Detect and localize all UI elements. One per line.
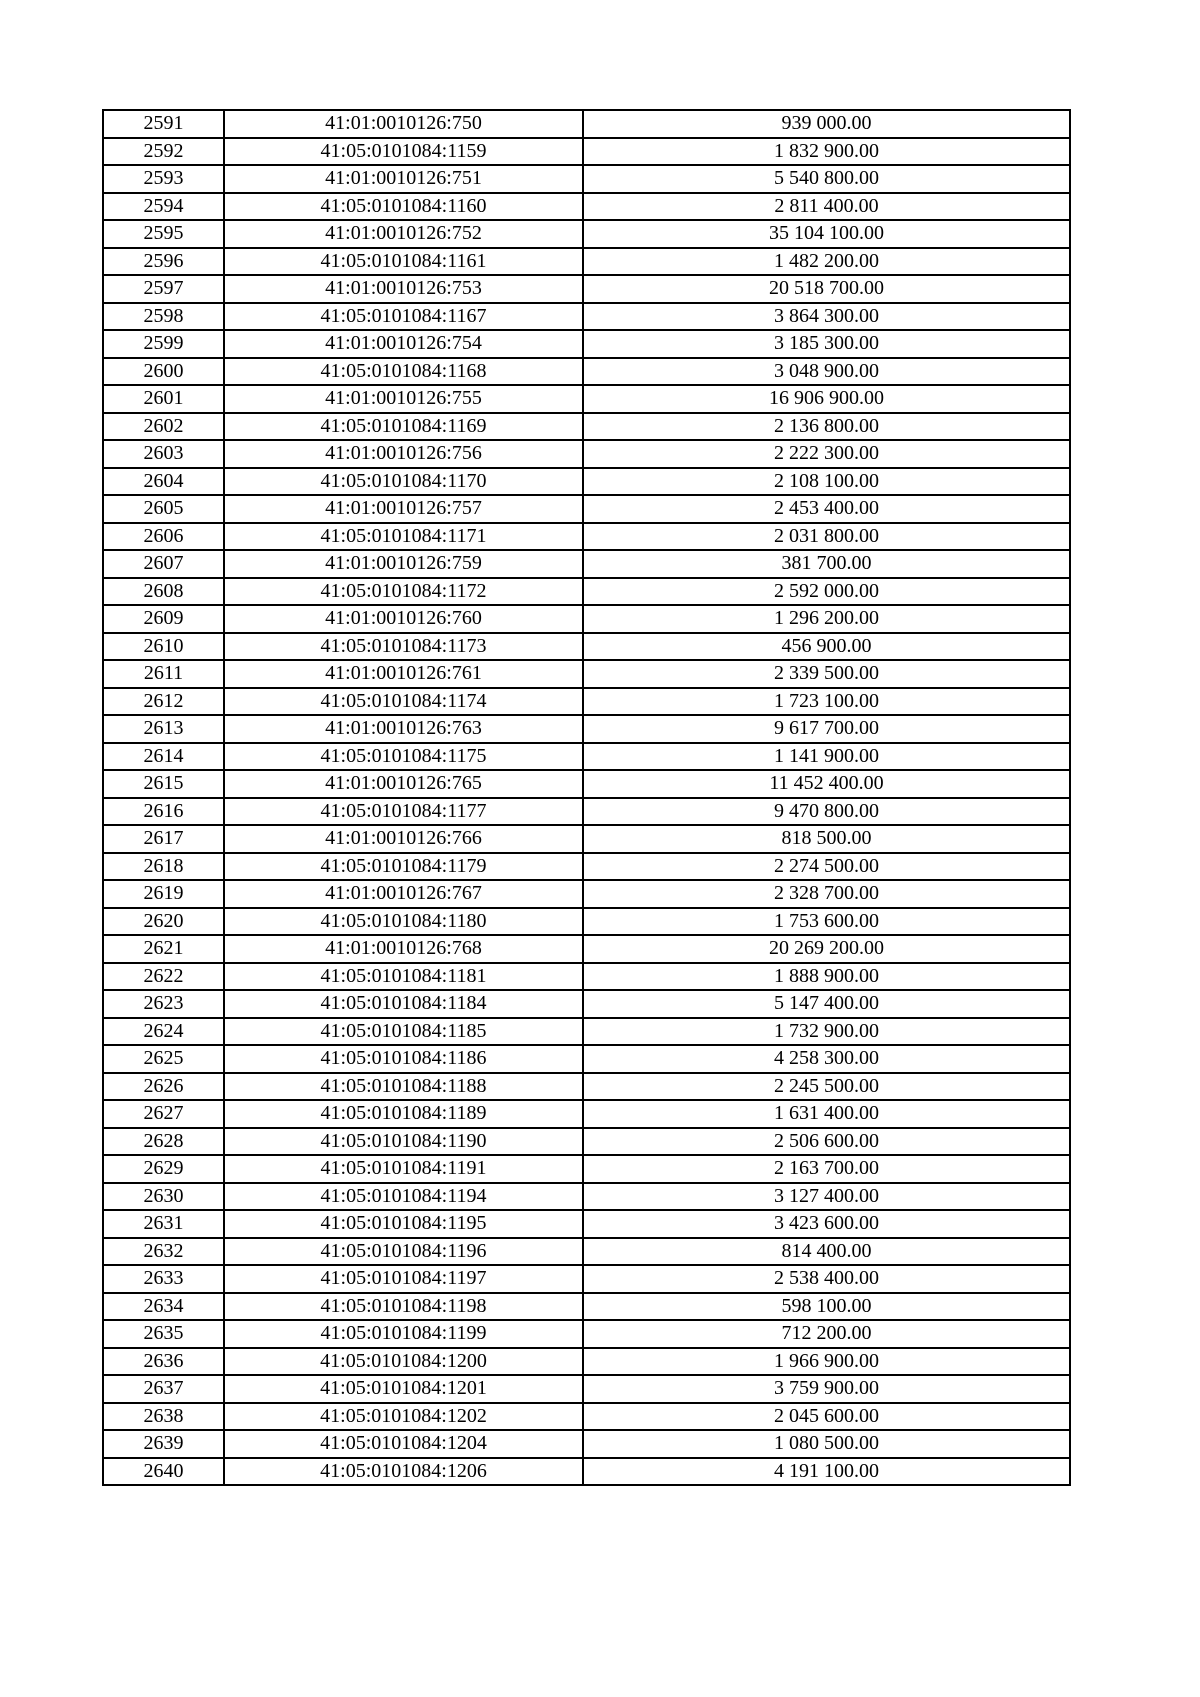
- cadastral-number-cell: 41:05:0101084:1186: [224, 1045, 583, 1073]
- cadastral-value-cell: 2 811 400.00: [583, 193, 1070, 221]
- cadastral-number-cell: 41:05:0101084:1188: [224, 1073, 583, 1101]
- table-row: [103, 688, 1070, 716]
- row-number-cell: 2591: [103, 110, 224, 138]
- row-number-cell: 2622: [103, 963, 224, 991]
- cadastral-value-cell: 5 540 800.00: [583, 165, 1070, 193]
- row-number-cell: 2611: [103, 660, 224, 688]
- cadastral-value-cell: 2 592 000.00: [583, 578, 1070, 606]
- table-row: [103, 495, 1070, 523]
- row-number-cell: 2594: [103, 193, 224, 221]
- row-number-cell: 2592: [103, 138, 224, 166]
- table-row: [103, 1458, 1070, 1486]
- cadastral-number-cell: 41:05:0101084:1196: [224, 1238, 583, 1266]
- cadastral-number-cell: 41:01:0010126:750: [224, 110, 583, 138]
- row-number-cell: 2632: [103, 1238, 224, 1266]
- row-number-cell: 2596: [103, 248, 224, 276]
- cadastral-value-cell: 1 723 100.00: [583, 688, 1070, 716]
- row-number-cell: 2601: [103, 385, 224, 413]
- cadastral-number-cell: 41:05:0101084:1206: [224, 1458, 583, 1486]
- cadastral-number-cell: 41:05:0101084:1202: [224, 1403, 583, 1431]
- row-number-cell: 2612: [103, 688, 224, 716]
- table-row: [103, 798, 1070, 826]
- row-number-cell: 2629: [103, 1155, 224, 1183]
- cadastral-number-cell: 41:01:0010126:767: [224, 880, 583, 908]
- row-number-cell: 2598: [103, 303, 224, 331]
- table-row: [103, 990, 1070, 1018]
- cadastral-number-cell: 41:05:0101084:1161: [224, 248, 583, 276]
- cadastral-value-cell: 2 045 600.00: [583, 1403, 1070, 1431]
- table-row: [103, 1293, 1070, 1321]
- cadastral-value-cell: 1 832 900.00: [583, 138, 1070, 166]
- cadastral-number-cell: 41:01:0010126:759: [224, 550, 583, 578]
- row-number-cell: 2613: [103, 715, 224, 743]
- table-row: [103, 1018, 1070, 1046]
- row-number-cell: 2621: [103, 935, 224, 963]
- cadastral-number-cell: 41:05:0101084:1169: [224, 413, 583, 441]
- cadastral-value-cell: 11 452 400.00: [583, 770, 1070, 798]
- cadastral-number-cell: 41:05:0101084:1171: [224, 523, 583, 551]
- cadastral-value-cell: 20 269 200.00: [583, 935, 1070, 963]
- cadastral-number-cell: 41:05:0101084:1170: [224, 468, 583, 496]
- cadastral-number-cell: 41:01:0010126:751: [224, 165, 583, 193]
- cadastral-value-table: [102, 109, 1071, 1486]
- row-number-cell: 2595: [103, 220, 224, 248]
- table-row: [103, 935, 1070, 963]
- row-number-cell: 2635: [103, 1320, 224, 1348]
- cadastral-number-cell: 41:05:0101084:1181: [224, 963, 583, 991]
- table-row: [103, 138, 1070, 166]
- cadastral-value-cell: 2 222 300.00: [583, 440, 1070, 468]
- table-row: [103, 248, 1070, 276]
- row-number-cell: 2600: [103, 358, 224, 386]
- cadastral-value-cell: 3 423 600.00: [583, 1210, 1070, 1238]
- table-row: [103, 110, 1070, 138]
- cadastral-number-cell: 41:01:0010126:757: [224, 495, 583, 523]
- table-row: [103, 1320, 1070, 1348]
- row-number-cell: 2607: [103, 550, 224, 578]
- table-row: [103, 413, 1070, 441]
- cadastral-value-cell: 20 518 700.00: [583, 275, 1070, 303]
- row-number-cell: 2609: [103, 605, 224, 633]
- row-number-cell: 2602: [103, 413, 224, 441]
- cadastral-value-cell: 598 100.00: [583, 1293, 1070, 1321]
- cadastral-value-cell: 4 191 100.00: [583, 1458, 1070, 1486]
- cadastral-value-cell: 456 900.00: [583, 633, 1070, 661]
- row-number-cell: 2618: [103, 853, 224, 881]
- cadastral-number-cell: 41:05:0101084:1173: [224, 633, 583, 661]
- cadastral-value-cell: 1 482 200.00: [583, 248, 1070, 276]
- table-row: [103, 770, 1070, 798]
- cadastral-value-cell: 2 031 800.00: [583, 523, 1070, 551]
- cadastral-value-cell: 2 108 100.00: [583, 468, 1070, 496]
- table-row: [103, 825, 1070, 853]
- table-row: [103, 660, 1070, 688]
- row-number-cell: 2630: [103, 1183, 224, 1211]
- cadastral-number-cell: 41:05:0101084:1180: [224, 908, 583, 936]
- cadastral-value-cell: 1 888 900.00: [583, 963, 1070, 991]
- cadastral-number-cell: 41:05:0101084:1177: [224, 798, 583, 826]
- cadastral-number-cell: 41:05:0101084:1191: [224, 1155, 583, 1183]
- cadastral-value-cell: 818 500.00: [583, 825, 1070, 853]
- cadastral-number-cell: 41:05:0101084:1168: [224, 358, 583, 386]
- table-row: [103, 743, 1070, 771]
- table-row: [103, 963, 1070, 991]
- table-row: [103, 275, 1070, 303]
- cadastral-number-cell: 41:05:0101084:1160: [224, 193, 583, 221]
- cadastral-value-cell: 1 141 900.00: [583, 743, 1070, 771]
- row-number-cell: 2640: [103, 1458, 224, 1486]
- cadastral-number-cell: 41:01:0010126:768: [224, 935, 583, 963]
- cadastral-value-cell: 712 200.00: [583, 1320, 1070, 1348]
- cadastral-value-cell: 1 732 900.00: [583, 1018, 1070, 1046]
- cadastral-number-cell: 41:05:0101084:1167: [224, 303, 583, 331]
- cadastral-value-cell: 9 617 700.00: [583, 715, 1070, 743]
- row-number-cell: 2597: [103, 275, 224, 303]
- cadastral-value-cell: 1 631 400.00: [583, 1100, 1070, 1128]
- table-row: [103, 385, 1070, 413]
- cadastral-number-cell: 41:01:0010126:766: [224, 825, 583, 853]
- table-row: [103, 1183, 1070, 1211]
- cadastral-value-cell: 381 700.00: [583, 550, 1070, 578]
- table-row: [103, 330, 1070, 358]
- table-row: [103, 523, 1070, 551]
- cadastral-number-cell: 41:01:0010126:754: [224, 330, 583, 358]
- row-number-cell: 2624: [103, 1018, 224, 1046]
- table-row: [103, 633, 1070, 661]
- table-row: [103, 1073, 1070, 1101]
- table-row: [103, 908, 1070, 936]
- cadastral-value-cell: 1 296 200.00: [583, 605, 1070, 633]
- row-number-cell: 2606: [103, 523, 224, 551]
- cadastral-value-cell: 4 258 300.00: [583, 1045, 1070, 1073]
- cadastral-number-cell: 41:05:0101084:1200: [224, 1348, 583, 1376]
- table-row: [103, 1348, 1070, 1376]
- table-row: [103, 550, 1070, 578]
- cadastral-number-cell: 41:05:0101084:1198: [224, 1293, 583, 1321]
- row-number-cell: 2639: [103, 1430, 224, 1458]
- cadastral-value-cell: 2 339 500.00: [583, 660, 1070, 688]
- row-number-cell: 2634: [103, 1293, 224, 1321]
- table-row: [103, 1155, 1070, 1183]
- cadastral-value-cell: 2 453 400.00: [583, 495, 1070, 523]
- row-number-cell: 2628: [103, 1128, 224, 1156]
- row-number-cell: 2627: [103, 1100, 224, 1128]
- cadastral-value-cell: 16 906 900.00: [583, 385, 1070, 413]
- cadastral-number-cell: 41:05:0101084:1179: [224, 853, 583, 881]
- cadastral-number-cell: 41:05:0101084:1159: [224, 138, 583, 166]
- cadastral-number-cell: 41:05:0101084:1174: [224, 688, 583, 716]
- cadastral-number-cell: 41:01:0010126:753: [224, 275, 583, 303]
- cadastral-value-cell: 9 470 800.00: [583, 798, 1070, 826]
- cadastral-value-cell: 1 080 500.00: [583, 1430, 1070, 1458]
- table-row: [103, 303, 1070, 331]
- cadastral-value-cell: 2 136 800.00: [583, 413, 1070, 441]
- cadastral-number-cell: 41:01:0010126:756: [224, 440, 583, 468]
- row-number-cell: 2623: [103, 990, 224, 1018]
- table-row: [103, 1210, 1070, 1238]
- row-number-cell: 2638: [103, 1403, 224, 1431]
- row-number-cell: 2617: [103, 825, 224, 853]
- cadastral-number-cell: 41:05:0101084:1189: [224, 1100, 583, 1128]
- row-number-cell: 2603: [103, 440, 224, 468]
- cadastral-number-cell: 41:01:0010126:763: [224, 715, 583, 743]
- cadastral-value-cell: 3 185 300.00: [583, 330, 1070, 358]
- cadastral-number-cell: 41:05:0101084:1190: [224, 1128, 583, 1156]
- row-number-cell: 2625: [103, 1045, 224, 1073]
- table-row: [103, 468, 1070, 496]
- row-number-cell: 2626: [103, 1073, 224, 1101]
- cadastral-number-cell: 41:01:0010126:760: [224, 605, 583, 633]
- row-number-cell: 2610: [103, 633, 224, 661]
- cadastral-value-cell: 3 759 900.00: [583, 1375, 1070, 1403]
- row-number-cell: 2631: [103, 1210, 224, 1238]
- cadastral-value-cell: 2 506 600.00: [583, 1128, 1070, 1156]
- table-row: [103, 1265, 1070, 1293]
- table-body: [103, 110, 1070, 1485]
- cadastral-value-cell: 35 104 100.00: [583, 220, 1070, 248]
- row-number-cell: 2616: [103, 798, 224, 826]
- cadastral-number-cell: 41:05:0101084:1175: [224, 743, 583, 771]
- cadastral-number-cell: 41:01:0010126:755: [224, 385, 583, 413]
- table-row: [103, 358, 1070, 386]
- table-row: [103, 440, 1070, 468]
- cadastral-value-cell: 2 274 500.00: [583, 853, 1070, 881]
- cadastral-value-cell: 814 400.00: [583, 1238, 1070, 1266]
- table-row: [103, 1238, 1070, 1266]
- cadastral-number-cell: 41:05:0101084:1184: [224, 990, 583, 1018]
- row-number-cell: 2593: [103, 165, 224, 193]
- cadastral-number-cell: 41:05:0101084:1201: [224, 1375, 583, 1403]
- cadastral-number-cell: 41:05:0101084:1204: [224, 1430, 583, 1458]
- table-row: [103, 578, 1070, 606]
- cadastral-number-cell: 41:05:0101084:1197: [224, 1265, 583, 1293]
- table-row: [103, 605, 1070, 633]
- table-row: [103, 880, 1070, 908]
- cadastral-value-cell: 3 048 900.00: [583, 358, 1070, 386]
- row-number-cell: 2636: [103, 1348, 224, 1376]
- row-number-cell: 2615: [103, 770, 224, 798]
- table-row: [103, 1430, 1070, 1458]
- cadastral-value-cell: 5 147 400.00: [583, 990, 1070, 1018]
- row-number-cell: 2633: [103, 1265, 224, 1293]
- table-row: [103, 1375, 1070, 1403]
- row-number-cell: 2604: [103, 468, 224, 496]
- cadastral-number-cell: 41:01:0010126:765: [224, 770, 583, 798]
- row-number-cell: 2637: [103, 1375, 224, 1403]
- cadastral-number-cell: 41:05:0101084:1185: [224, 1018, 583, 1046]
- cadastral-value-cell: 2 245 500.00: [583, 1073, 1070, 1101]
- row-number-cell: 2620: [103, 908, 224, 936]
- table-row: [103, 220, 1070, 248]
- cadastral-number-cell: 41:05:0101084:1199: [224, 1320, 583, 1348]
- cadastral-number-cell: 41:05:0101084:1172: [224, 578, 583, 606]
- row-number-cell: 2599: [103, 330, 224, 358]
- cadastral-value-cell: 2 163 700.00: [583, 1155, 1070, 1183]
- table-row: [103, 1100, 1070, 1128]
- cadastral-value-cell: 1 966 900.00: [583, 1348, 1070, 1376]
- cadastral-value-cell: 3 127 400.00: [583, 1183, 1070, 1211]
- cadastral-value-cell: 2 538 400.00: [583, 1265, 1070, 1293]
- row-number-cell: 2619: [103, 880, 224, 908]
- table-row: [103, 193, 1070, 221]
- cadastral-value-cell: 3 864 300.00: [583, 303, 1070, 331]
- cadastral-number-cell: 41:05:0101084:1194: [224, 1183, 583, 1211]
- table-row: [103, 1128, 1070, 1156]
- cadastral-number-cell: 41:05:0101084:1195: [224, 1210, 583, 1238]
- cadastral-number-cell: 41:01:0010126:752: [224, 220, 583, 248]
- table-row: [103, 165, 1070, 193]
- row-number-cell: 2614: [103, 743, 224, 771]
- row-number-cell: 2608: [103, 578, 224, 606]
- table-row: [103, 1045, 1070, 1073]
- cadastral-value-cell: 939 000.00: [583, 110, 1070, 138]
- cadastral-value-cell: 2 328 700.00: [583, 880, 1070, 908]
- table-row: [103, 1403, 1070, 1431]
- table-row: [103, 715, 1070, 743]
- cadastral-number-cell: 41:01:0010126:761: [224, 660, 583, 688]
- row-number-cell: 2605: [103, 495, 224, 523]
- cadastral-value-cell: 1 753 600.00: [583, 908, 1070, 936]
- table-row: [103, 853, 1070, 881]
